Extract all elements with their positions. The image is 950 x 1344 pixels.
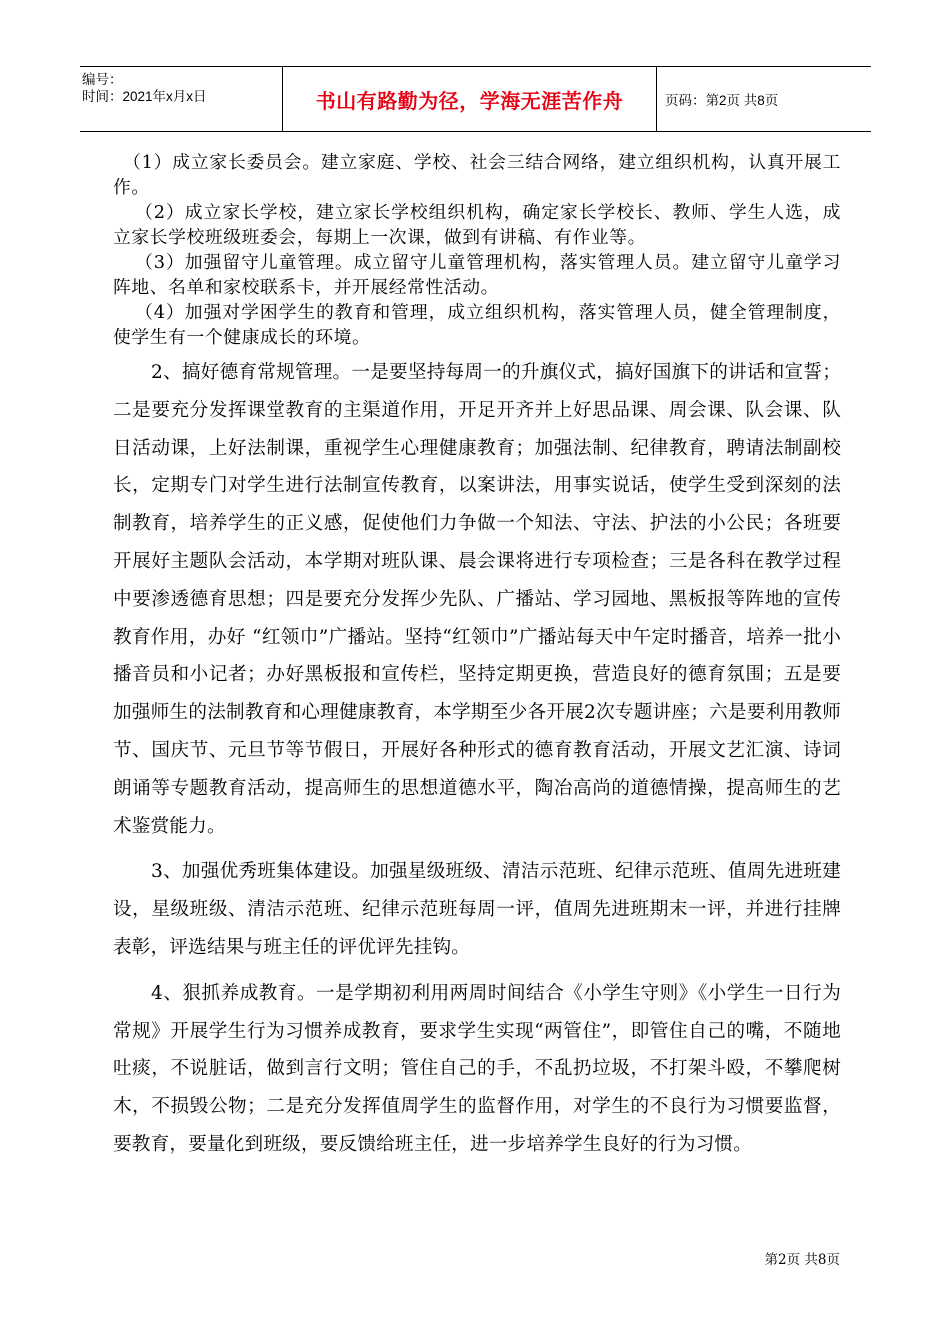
paragraph-item-4: （4）加强对学困学生的教育和管理，成立组织机构，落实管理人员，健全管理制度，使学生有一个健康成长的环境。 (113, 302, 841, 348)
header-page-label: 页码：第2页 共8页 (665, 93, 779, 108)
footer-page-label: 第2页 共8页 (764, 1252, 840, 1268)
date-label: 时间：2021年x月x日 (82, 89, 207, 104)
document-body (113, 150, 841, 1164)
paragraph-section-2: 2、搞好德育常规管理。一是要坚持每周一的升旗仪式，搞好国旗下的讲话和宣誓；二是要充分发挥课堂教育的主渠道作用，开足开齐并上好思品课、周会课、队会课、队日活动课，上好法制课，重视学生心理健康教育；加强法制、纪律教育，聘请法制副校长，定期专门对学生进行法制宣传教育，以案讲法，用事实说话，使学生受到深刻的法制教育，培养学生的正义感，促使他们力争做一个知法、守法、护法的小公民；各班要开展好主题队会活动，本学期对班队课、晨会课将进行专项检查；三是各科在教学过程中要渗透德育思想；四是要充分发挥少先队、广播站、学习园地、黑板报等阵地的宣传教育作用，办好 “红领巾”广播站。坚持“红领巾”广播站每天中午定时播音，培养一批小播音员和小记者；办好黑板报和宣传栏，坚持定期更换，营造良好的德育氛围；五是要加强师生的法制教育和心理健康教育，本学期至少各开展2次专题讲座；六是要利用教师节、国庆节、元旦节等节假日，开展好各种形式的德育教育活动，开展文艺汇演、诗词朗诵等专题教育活动，提高师生的思想道德水平，陶冶高尚的道德情操，提高师生的艺术鉴赏能力。 (113, 362, 841, 837)
paragraph-item-2: （2）成立家长学校，建立家长学校组织机构，确定家长学校长、教师、学生人选，成立家长学校班级班委会，每期上一次课，做到有讲稿、有作业等。 (113, 202, 841, 248)
paragraph-item-3: （3）加强留守儿童管理。成立留守儿童管理机构，落实管理人员。建立留守儿童学习阵地、名单和家校联系卡，并开展经常性活动。 (113, 252, 841, 298)
header-meta (80, 67, 283, 131)
paragraph-section-4: 4、狠抓养成教育。一是学期初利用两周时间结合《小学生守则》《小学生一日行为常规》开展学生行为习惯养成教育，要求学生实现“两管住”，即管住自己的嘴，不随地吐痰，不说脏话，做到言行文明；管住自己的手，不乱扔垃圾，不打架斗殴，不攀爬树木，不损毁公物；二是充分发挥值周学生的监督作用，对学生的不良行为习惯要监督，要教育，要量化到班级，要反馈给班主任，进一步培养学生良好的行为习惯。 (113, 982, 841, 1155)
paragraph-section-3: 3、加强优秀班集体建设。加强星级班级、清洁示范班、纪律示范班、值周先进班建设，星级班级、清洁示范班、纪律示范班每周一评，值周先进班期末一评，并进行挂牌表彰，评选结果与班主任的评优评先挂钩。 (113, 861, 841, 958)
motto: 书山有路勤为径，学海无涯苦作舟 (315, 90, 624, 113)
number-label: 编号： (82, 72, 123, 87)
paragraph-item-1: （1）成立家长委员会。建立家庭、学校、社会三结合网络，建立组织机构，认真开展工作。 (113, 152, 841, 198)
page-footer (765, 1248, 840, 1268)
page-header (80, 66, 871, 132)
header-motto-cell (283, 67, 657, 131)
header-page-cell (657, 67, 871, 131)
